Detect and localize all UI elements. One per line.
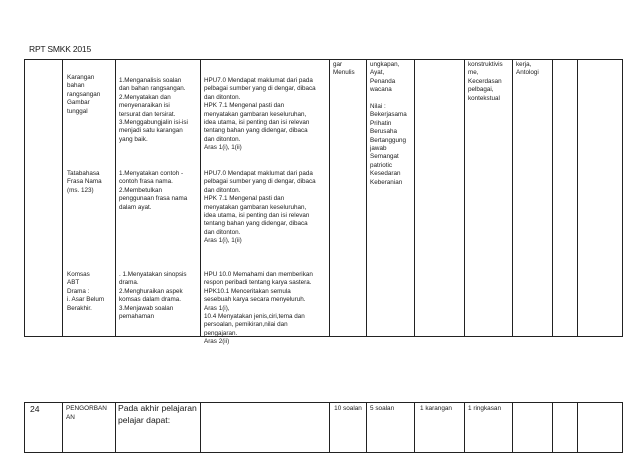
row-2-top-border [24, 402, 623, 403]
col-border [200, 59, 201, 337]
col-border [512, 59, 513, 337]
col-border [577, 59, 578, 337]
objectives-tatabahasa: 1.Menyatakan contoh - contoh frasa nama. 2.Membetulkan penggunaan frasa nama dalam ayat. [119, 170, 188, 211]
col-border [366, 402, 367, 452]
skills-cell: konstruktivis me, Kecerdasan pelbagai, kontekstual [468, 61, 503, 102]
standards-karangan: HPU7.0 Mendapat maklumat dari pada pelbagai sumber yang di dengar, dibaca dan ditonton. HPK 7.1 Mengenal pasti dan menyatakan gambaran keseluruhan, idea utama, isi penting dan isi relevan tentang bahan yang didengar, dibaca dan ditonton. Aras 1(i), 1(ii) [204, 77, 316, 152]
row2-activity: 5 soalan [370, 405, 395, 412]
col-border [24, 402, 25, 452]
col-border [115, 59, 116, 337]
col-border [329, 59, 330, 337]
topic-karangan: Karangan bahan rangsangan Gambar tunggal [67, 74, 101, 115]
standards-komsas: HPU 10.0 Memahami dan memberikan respon peribadi tentang karya sastera. HPK10.1 Menceritakan semula sesebuah karya secara menyeluruh. Aras 1(i), 10.4 Menyatakan jenis,ciri,tema dan persoalan, pemikiran,nilai dan pengajaran. Aras 2(ii) [204, 271, 313, 346]
week-number: 24 [30, 404, 40, 414]
values-cell: ungkapan, Ayat, Penanda wacana Nilai : Bekerjasama Prihatin Berusaha Bertanggung jawab Semangat patriotic Kesedaran Keberanian [370, 61, 407, 186]
standards-tatabahasa: HPU7.0 Mendapat maklumat dari pada pelbagai sumber yang di dengar, dibaca dan ditonton. HPK 7.1 Mengenal pasti dan menyatakan gambaran keseluruhan, idea utama, isi penting dan isi relevan tentang bahan yang didengar, dibaca dan ditonton. Aras 1(i), 1(ii) [204, 170, 316, 245]
row2-objectives: Pada akhir pelajaran pelajar dapat: [118, 403, 197, 425]
objectives-karangan: 1.Menganalisis soalan dan bahan rangsangan. 2.Menyatakan dan menyenaraikan isi tersurat dan tersirat. 3.Menggabungjalin isi-isi menjadi satu karangan yang baik. [119, 77, 188, 143]
col-border [512, 402, 513, 452]
activity-cell: gar Menulis [333, 61, 355, 77]
topic-tatabahasa: Tatabahasa Frasa Nama (ms. 123) [67, 170, 102, 194]
col-border [200, 402, 201, 452]
col-border [414, 402, 415, 452]
col-border [552, 402, 553, 452]
row2-topic: PENGORBAN AN [66, 405, 107, 421]
row2-skills: 1 ringkasan [468, 405, 502, 412]
col-border [622, 402, 623, 452]
col-border [622, 59, 623, 337]
col-border [414, 59, 415, 337]
col-border [552, 59, 553, 337]
col-border [62, 402, 63, 452]
materials-cell: kerja, Antologi [516, 61, 539, 77]
col-border [464, 59, 465, 337]
col-border [62, 59, 63, 337]
col-border [366, 59, 367, 337]
row2-values: 1 karangan [420, 405, 452, 412]
col-border [577, 402, 578, 452]
col-border [464, 402, 465, 452]
topic-komsas: Komsas ABT Drama : i. Asar Belum Berakhir. [67, 271, 105, 312]
objectives-komsas: . 1.Menyatakan sinopsis drama. 2.Menghuraikan aspek komsas dalam drama. 3.Menjawab soalan pemahaman [119, 271, 187, 321]
col-border [115, 402, 116, 452]
row2-time: 10 soalan [334, 405, 362, 412]
document-header: RPT SMKK 2015 [29, 44, 91, 54]
table-top-border [24, 59, 623, 60]
col-border [24, 59, 25, 337]
